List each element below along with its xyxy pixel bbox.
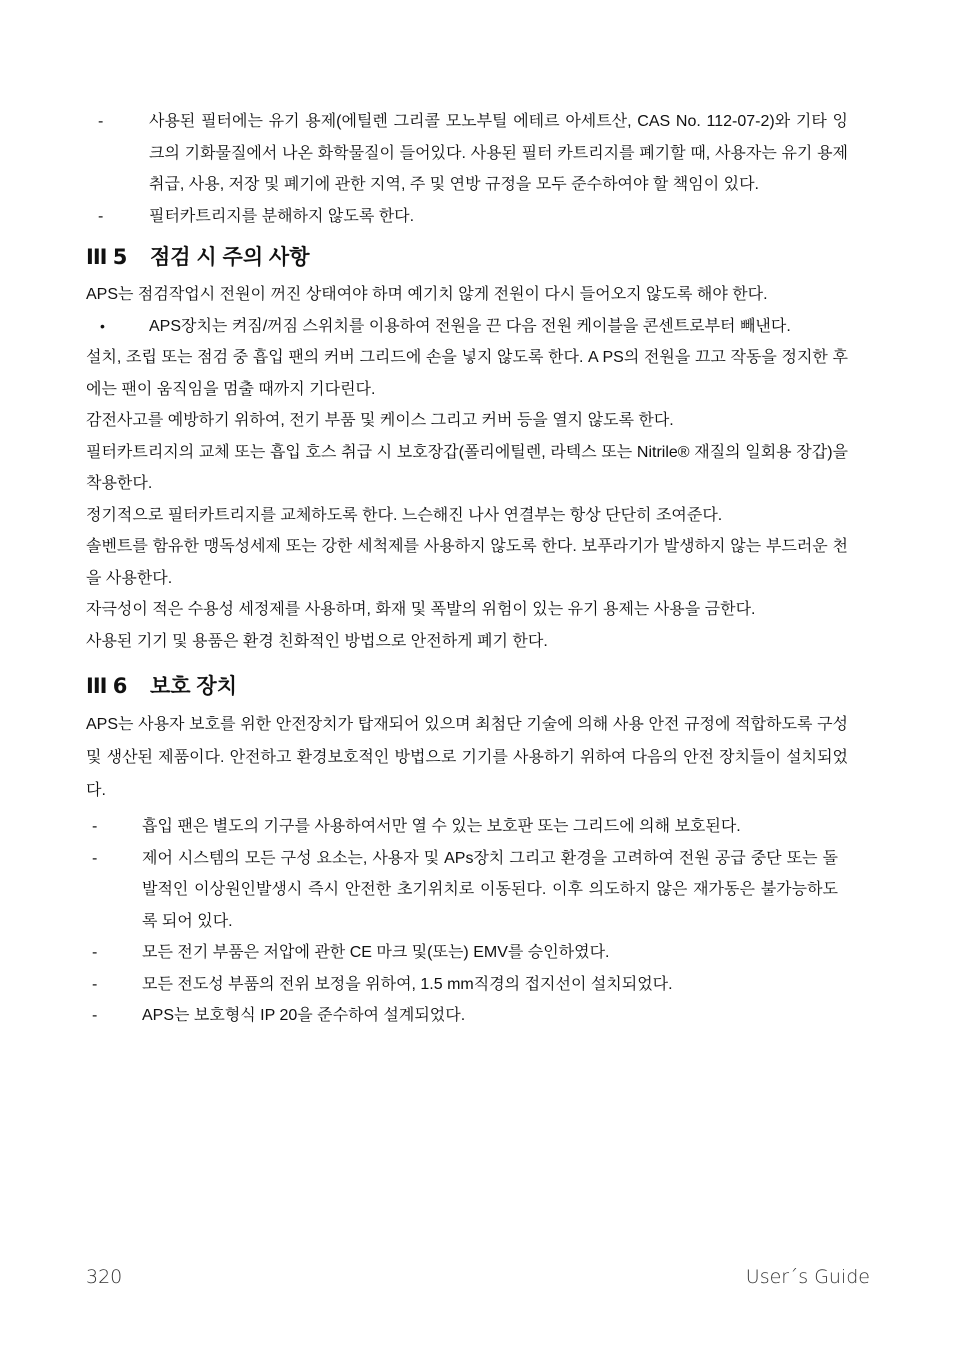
dash-marker: - bbox=[92, 849, 98, 867]
section-number: III 6 bbox=[86, 674, 127, 698]
section-heading-6 bbox=[86, 669, 848, 704]
page-footer bbox=[86, 1266, 870, 1288]
paragraph: 감전사고를 예방하기 위하여, 전기 부품 및 케이스 그리고 커버 등을 열지 않도록 한다. bbox=[86, 412, 674, 429]
list-item bbox=[86, 843, 848, 938]
document-title: User´s Guide bbox=[745, 1266, 870, 1288]
section-intro: APS는 점검작업시 전원이 꺼진 상태여야 하며 예기치 않게 전원이 다시 들어오지 않도록 해야 한다. bbox=[86, 286, 768, 303]
list-item bbox=[86, 811, 848, 843]
dash-marker: - bbox=[92, 818, 98, 835]
paragraph: 자극성이 적은 수용성 세정제를 사용하며, 화재 및 폭발의 위험이 있는 유기 용제는 사용을 금한다. bbox=[86, 601, 756, 618]
paragraph: 정기적으로 필터카트리지를 교체하도록 한다. 느슨해진 나사 연결부는 항상 단단히 조여준다. bbox=[86, 506, 723, 524]
list-item-text: 제어 시스템의 모든 구성 요소는, 사용자 및 APs장치 그리고 환경을 고려하여 전원 공급 중단 또는 돌발적인 이상원인발생시 즉시 안전한 초기위치로 이동된다. 이후 의도하지 않은 재가동은 불가능하도록 되어 있다. bbox=[142, 849, 838, 930]
dash-marker: - bbox=[92, 975, 98, 993]
document-page bbox=[86, 106, 848, 1032]
list-item bbox=[86, 937, 848, 969]
section-intro: APS는 사용자 보호를 위한 안전장치가 탑재되어 있으며 최첨단 기술에 의해 사용 안전 규정에 적합하도록 구성 및 생산된 제품이다. 안전하고 환경보호적인 방법으로 기기를 사용하기 위하여 다음의 안전 장치들이 설치되었다. bbox=[86, 716, 848, 799]
dash-marker: - bbox=[98, 207, 104, 225]
dash-marker: - bbox=[92, 1007, 98, 1024]
section-heading-5 bbox=[86, 240, 848, 275]
list-item-text: 모든 전도성 부품의 전위 보정을 위하여, 1.5 mm직경의 접지선이 설치되었다. bbox=[142, 975, 673, 993]
paragraph: 사용된 기기 및 용품은 환경 친화적인 방법으로 안전하게 폐기 한다. bbox=[86, 632, 548, 650]
list-item-text: 모든 전기 부품은 저압에 관한 CE 마크 및(또는) EMV를 승인하였다. bbox=[142, 944, 610, 961]
bullet-item bbox=[86, 311, 848, 343]
list-item-text: APS는 보호형식 IP 20을 준수하여 설계되었다. bbox=[142, 1007, 466, 1024]
dash-marker: - bbox=[98, 113, 104, 130]
section-number: III 5 bbox=[86, 245, 127, 269]
list-item bbox=[86, 201, 848, 233]
list-item-text: 필터카트리지를 분해하지 않도록 한다. bbox=[149, 207, 415, 225]
list-item bbox=[86, 106, 848, 201]
section-title: 보호 장치 bbox=[150, 675, 237, 698]
paragraph: 솔벤트를 함유한 맹독성세제 또는 강한 세척제를 사용하지 않도록 한다. 보푸라기가 발생하지 않는 부드러운 천을 사용한다. bbox=[86, 538, 848, 587]
list-item-text: 사용된 필터에는 유기 용제(에틸렌 그리콜 모노부틸 에테르 아세트산, CAS No. 112-07-2)와 기타 잉크의 기화물질에서 나온 화학물질이 들어있다. 사용된 필터 카트리지를 폐기할 때, 사용자는 유기 용제 취급, 사용, 저장 및 폐기에 관한 지역, 주 및 연방 규정을 모두 준수하여야 할 책임이 있다. bbox=[149, 113, 848, 193]
dash-marker: - bbox=[92, 944, 98, 961]
list-item bbox=[86, 1000, 848, 1032]
list-item bbox=[86, 969, 848, 1001]
list-item-text: 흡입 팬은 별도의 기구를 사용하여서만 열 수 있는 보호판 또는 그리드에 의해 보호된다. bbox=[142, 818, 741, 835]
paragraph: 설치, 조립 또는 점검 중 흡입 팬의 커버 그리드에 손을 넣지 않도록 한다. A PS의 전원을 끄고 작동을 정지한 후에는 팬이 움직임을 멈출 때까지 기다린다. bbox=[86, 349, 848, 398]
page-number: 320 bbox=[86, 1266, 123, 1288]
bullet-text: APS장치는 켜짐/꺼짐 스위치를 이용하여 전원을 끈 다음 전원 케이블을 콘센트로부터 빼낸다. bbox=[149, 317, 791, 335]
paragraph: 필터카트리지의 교체 또는 흡입 호스 취급 시 보호장갑(폴리에틸렌, 라텍스 또는 Nitrile® 재질의 일회용 장갑)을 착용한다. bbox=[86, 443, 848, 492]
bullet-icon: • bbox=[100, 317, 105, 334]
section-title: 점검 시 주의 사항 bbox=[150, 246, 310, 269]
